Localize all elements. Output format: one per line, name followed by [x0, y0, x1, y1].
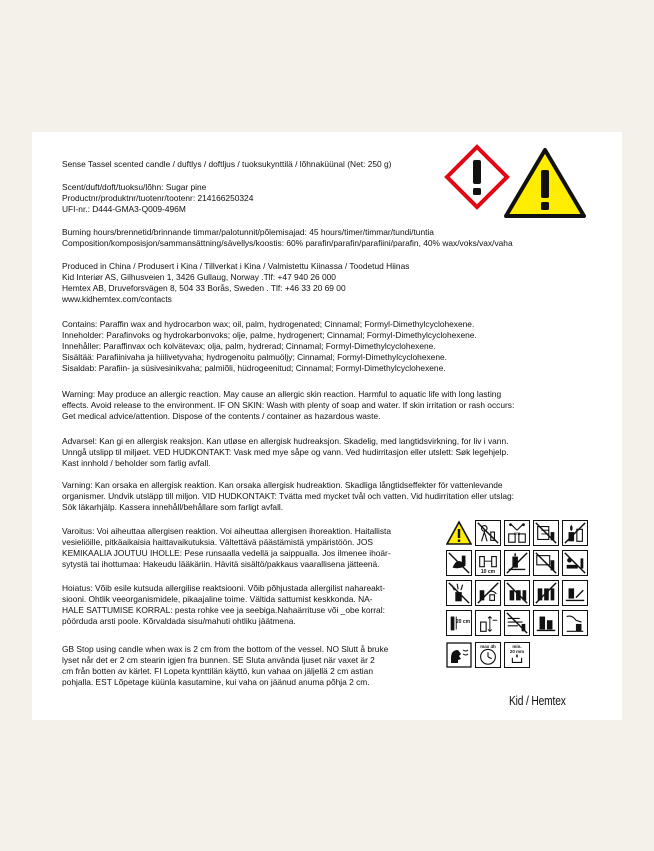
no-children-icon [475, 520, 501, 546]
warning-en-2: effects. Avoid release to the environment. IF ON SKIN: Wash with plenty of soap and water. If skin irritation or rash occurs: [62, 400, 515, 410]
warning-ee-block [62, 583, 385, 627]
hemtex-address: Hemtex AB, Druveforsvägen 8, 504 33 Borås, Sweden . Tlf: +46 33 20 69 00 [62, 283, 346, 293]
no-pets-icon [446, 550, 472, 576]
candle-label [32, 132, 622, 720]
warning-ee-3: HALE SATTUMISE KORRAL: pesta rohke vee ja seebiga.Nahaärrituse või _obe korral: [62, 605, 385, 615]
burning-hours: Burning hours/brennetid/brinnande timmar/palotunnit/põlemisajad: 45 hours/timer/timmar/tundi/tuntia [62, 227, 434, 237]
max-burn-time-icon [475, 642, 501, 668]
product-block [62, 159, 391, 170]
use-holder-icon [533, 610, 559, 636]
brand-logo: Kid / Hemtex [509, 694, 566, 708]
contains-no: Inneholder: Parafinvoks og hydrokarbonvoks; olje, palme, hydrogenert; Cinnamal; Formyl-Dimethylcyclohexene. [62, 330, 477, 340]
stop-3: cm från botten av kärlet. FI Lopeta kynttilän käyttö, kun vahaa on jäljellä 2 cm astian [62, 666, 373, 676]
stop-4: pohjalla. EST Lõpetage küünla kasutamine, kui vaha on jäänud anuma põhja 2 cm. [62, 677, 370, 687]
ghs-exclamation-icon [444, 144, 510, 210]
warning-fi-block [62, 526, 391, 570]
warning-no-block [62, 436, 509, 469]
scent-line: Scent/duft/doft/tuoksu/lõhn: Sugar pine [62, 182, 207, 192]
no-move-burning-icon [475, 580, 501, 606]
product-id-block [62, 182, 253, 215]
produced-in: Produced in China / Produsert i Kina / Tillverkat i Kina / Valmistettu Kiinassa / Toodetud Hiinas [62, 261, 410, 271]
warning-no-1: Advarsel: Kan gi en allergisk reaksjon. Kan utløse en allergisk hudreaksjon. Skadelig, med langtidsvirkning, for liv i vann. [62, 436, 509, 446]
warning-fi-4: sytystä tai ihottumaa: Hakeudu lääkäriin. Hävitä sisältö/pakkaus vaarallisena jätteenä. [62, 559, 380, 569]
warning-ee-2: siooni. Ohtlik veeorganismidele, pikaajaline toime. Vältida sattumist keskkonda. NA- [62, 594, 373, 604]
no-tv-icon [533, 550, 559, 576]
contacts-url: www.kidhemtex.com/contacts [62, 294, 172, 304]
warning-fi-2: vesieliöille, pitkäaikaisia haittavaikutuksia. Vältettävä päästämistä ympäristöön. JOS [62, 537, 373, 547]
warning-fi-1: Varoitus: Voi aiheuttaa allergisen reaktion. Voi aiheuttaa allergisen ihoreaktion. Haitallista [62, 526, 391, 536]
warning-en-1: Warning: May produce an allergic reaction. May cause an allergic skin reaction. Harmful to aquatic life with long lasting [62, 389, 502, 399]
burning-block [62, 227, 513, 249]
warning-ee-4: pöörduda arsti poole. Kõrvaldada sisu/mahuti ohtliku jäätmena. [62, 616, 296, 626]
warning-se-block [62, 480, 514, 513]
stop-1: GB Stop using candle when wax is 2 cm from the bottom of the vessel. NO Slutt å bruke [62, 644, 389, 654]
warning-fi-3: KEMIKAALIA JOUTUU IHOLLE: Pese runsaalla vedellä ja saippualla. Jos ilmenee ihoär- [62, 548, 391, 558]
productnr-line: Productnr/produktnr/tuotenr/tootenr: 214166250324 [62, 193, 254, 203]
contains-fi: Sisältää: Parafiinivaha ja hiilivetyvaha; hydrogenoitu palmuöljy; Cinnamal; Formyl-Dimethylcyclohexene. [62, 352, 447, 362]
no-sleeping-icon [562, 550, 588, 576]
distance-20cm-icon [446, 610, 472, 636]
warning-se-2: organismer. Undvik utsläpp till miljon. VID HUDKONTAKT: Tvätta med mycket tvål och vatten. Vid hudirritation eller utslag: [62, 491, 514, 501]
min-wax-depth-label-b: 20 mm [509, 649, 525, 654]
distance-10cm-icon [475, 550, 501, 576]
contains-se: Innehåller: Paraffinvax och kolvätevax; olja, palm, hydrerad; Cinnamal; Formyl-Dimethylcyclohexene. [62, 341, 436, 351]
heat-resistant-surface-icon [562, 580, 588, 606]
contains-ee: Sisaldab: Parafiin- ja süsivesinikvaha; palmiõli, hüdrogeenitud; Cinnamal; Formyl-Dimethylcyclohexene. [62, 363, 446, 373]
warning-en-block [62, 389, 514, 422]
min-height-icon [475, 610, 501, 636]
no-water-extinguish-icon [446, 580, 472, 606]
warning-no-2: Unngå utslipp til miljøet. VED HUDKONTAKT: Vask med mye såpe og vann. Ved hudirritasjon eller utslett: Søk legehjelp. [62, 447, 509, 457]
stop-2: lyset når det er 2 cm stearin igjen fra bunnen. SE Sluta använda ljuset när vaxet är 2 [62, 655, 375, 665]
stop-block [62, 644, 388, 688]
composition: Composition/komposisjon/sammansättning/sävellys/koostis: 60% parafin/parafin/parafiini/parafin, 40% wax/voks/vax/vaha [62, 238, 513, 248]
warning-no-3: Kast innhold / beholder som farlig avfall. [62, 458, 211, 468]
warning-en-3: Get medical advice/attention. Dispose of the contents / container as hazardous waste. [62, 411, 381, 421]
no-breathe-fumes-icon [446, 642, 472, 668]
max-burn-time-label: max 4h [480, 644, 496, 649]
min-wax-depth-label-a: min. [512, 644, 522, 649]
warning-se-1: Varning: Kan orsaka en allergisk reaktion. Kan orsaka allergisk hudreaktion. Skadliga långtidseffekter för vattenlevande [62, 480, 503, 490]
no-heat-surface-icon [504, 550, 530, 576]
trim-wick-icon: cm [504, 520, 530, 546]
no-wind-icon [504, 610, 530, 636]
warning-ee-1: Hoiatus: Võib esile kutsuda allergilise reaktsiooni. Võib põhjustada allergilist nahareakt- [62, 583, 386, 593]
candles-apart-icon [533, 580, 559, 606]
no-draft-icon [533, 520, 559, 546]
extinguish-icon [562, 610, 588, 636]
contains-block [62, 319, 477, 374]
ufi-line: UFI-nr.: D444-GMA3-Q009-496M [62, 204, 186, 214]
contains-en: Contains: Paraffin wax and hydrocarbon wax; oil, palm, hydrogenated; Cinnamal; Formyl-Dimethylcyclohexene. [62, 319, 475, 329]
warning-triangle-icon [502, 146, 588, 220]
distance-10cm-label: 10 cm [480, 569, 496, 575]
min-wax-depth-icon [504, 642, 530, 668]
small-warning-triangle-icon [446, 520, 472, 546]
no-unattended-icon [504, 580, 530, 606]
no-flammable-nearby-icon [562, 520, 588, 546]
kid-address: Kid Interiør AS, Gilhusveien 1, 3426 Gullaug, Norway .Tlf: +47 940 26 000 [62, 272, 336, 282]
producer-block [62, 261, 409, 305]
warning-se-3: Sök läkarhjälp. Kassera innehåll/behållare som farligt avfall. [62, 502, 284, 512]
distance-20cm-label: 20 cm [455, 619, 471, 625]
product-title: Sense Tassel scented candle / duftlys / doftljus / tuoksukynttilä / lõhnaküünal (Net: 250 g) [62, 159, 392, 169]
